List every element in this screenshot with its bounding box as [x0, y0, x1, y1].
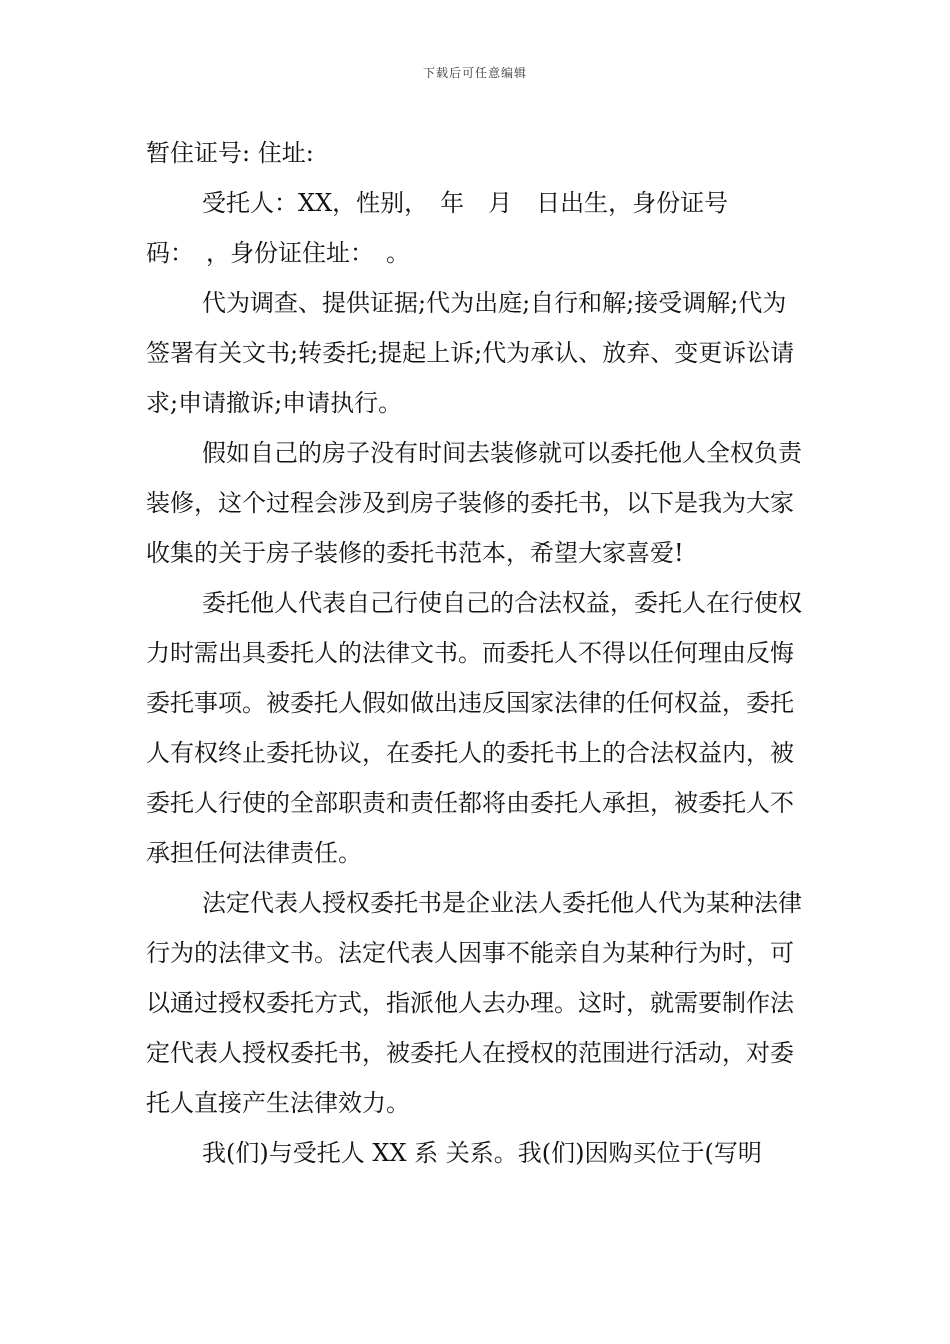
paragraph-authorized-matters: 代为调查、提供证据;代为出庭;自行和解;接受调解;代为签署有关文书;转委托;提起上诉;代为承认、放弃、变更诉讼请求;申请撤诉;申请执行。: [146, 289, 795, 417]
page-header: 下载后可任意编辑: [422, 66, 527, 80]
paragraph-rights-explanation: 委托他人代表自己行使自己的合法权益，委托人在行使权力时需出具委托人的法律文书。而委托人不得以任何理由反悔委托事项。被委托人假如做出违反国家法律的任何权益，委托人有权终止委托协议，在委托人的委托书上的合法权益内，被委托人行使的全部职责和责任都将由委托人承担，被委托人不承担任何法律责任。: [146, 589, 802, 867]
paragraph-relationship: 我(们)与受托人 XX 系 关系。我(们)因购买位于(写明: [202, 1139, 762, 1167]
paragraph-trustee-info: 受托人：XX，性别， 年 月 日出生，身份证号码： ，身份证住址： 。: [146, 189, 729, 267]
paragraph-residence-permit: 暂住证号: 住址:: [146, 139, 314, 167]
paragraph-legal-representative: 法定代表人授权委托书是企业法人委托他人代为某种法律行为的法律文书。法定代表人因事不能亲自为某种行为时，可以通过授权委托方式，指派他人去办理。这时，就需要制作法定代表人授权委托书，被委托人在授权的范围进行活动，对委托人直接产生法律效力。: [146, 889, 802, 1117]
paragraph-renovation-intro: 假如自己的房子没有时间去装修就可以委托他人全权负责装修，这个过程会涉及到房子装修的委托书，以下是我为大家收集的关于房子装修的委托书范本，希望大家喜爱!: [146, 439, 802, 567]
document-body: [146, 128, 808, 1178]
